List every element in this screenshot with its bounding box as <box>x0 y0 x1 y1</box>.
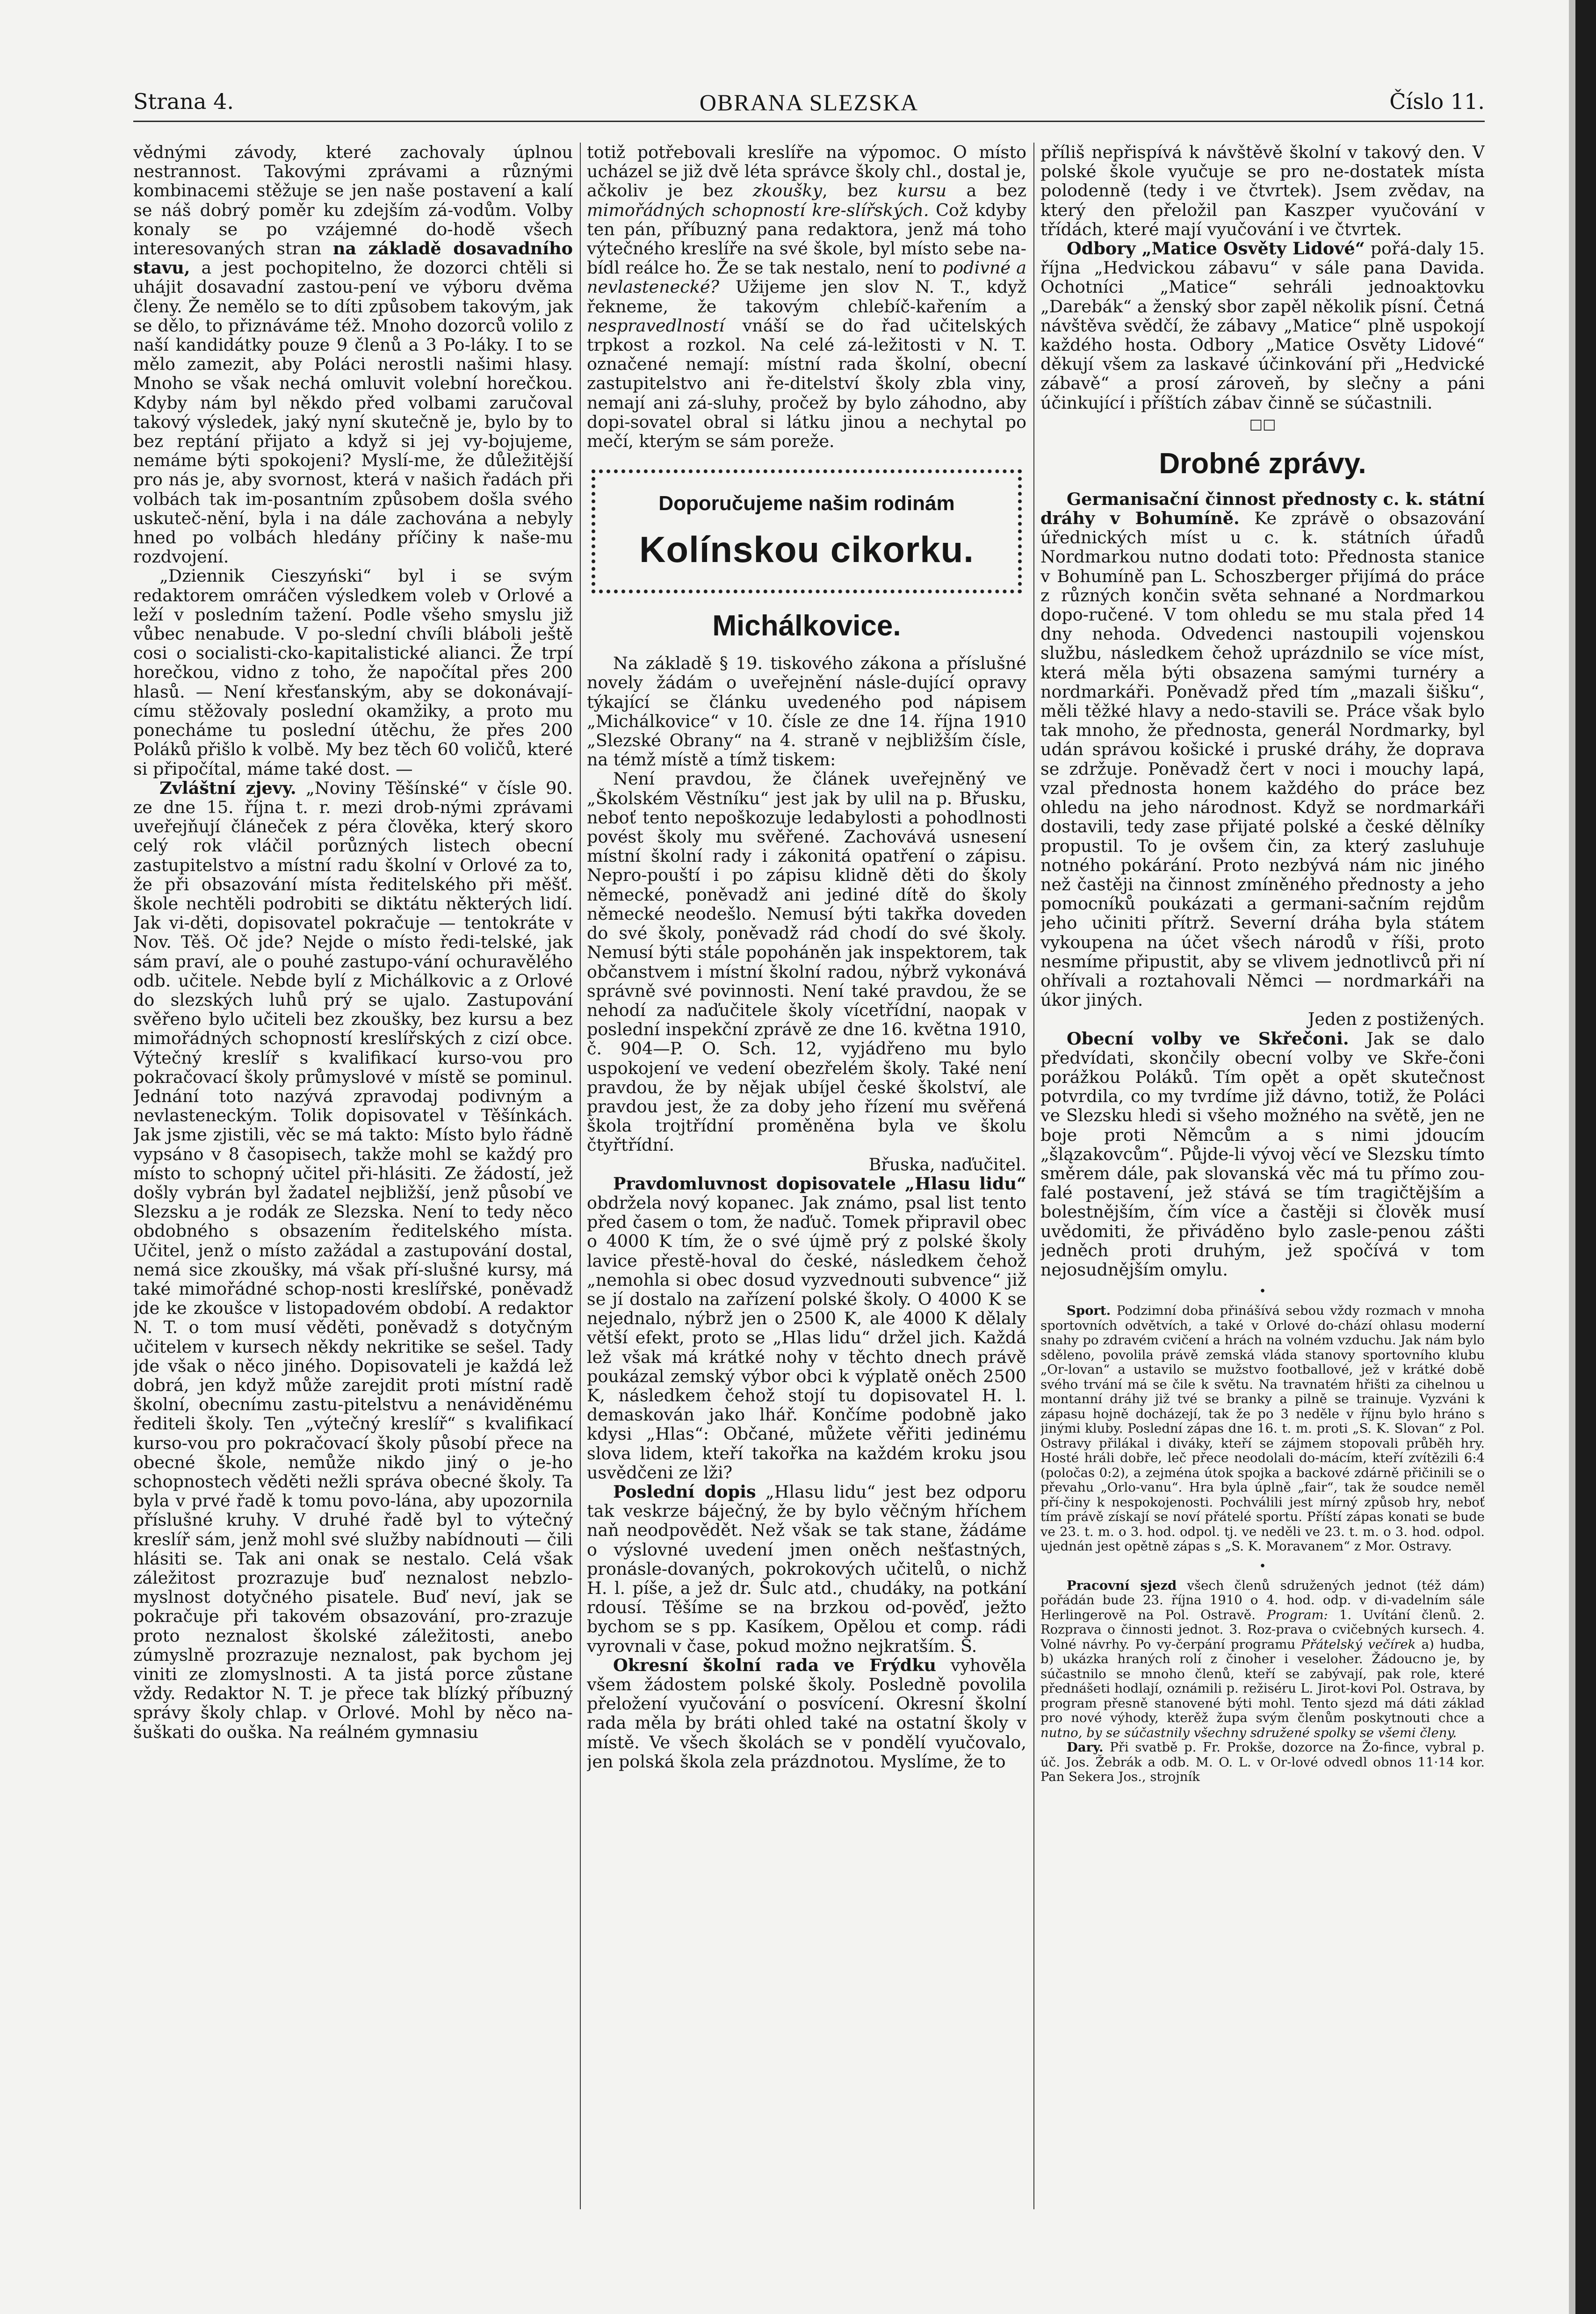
article-germanisace: Germanisační činnost přednosty c. k. státní dráhy v Bohumíně. Ke zprávě o obsazování úřednických míst u c. k. státních úřadů Nordmarkou nutno dodati toto: Přednosta stanice v Bohumíně pan L. Schoszberger přijímá do práce z různých končin světa sehnané a Nordmarkou dopo-ručené. V tom ohledu se mu stala před 14 dny nehoda. Odvedenci nastoupili vojenskou službu, následkem čehož uprázdnilo se více míst, která měla býti obsazena samými turnéry a nordmarkáři. Poněvadž před tím „mazali šišku“, měli těžké hlavy a nedo-stavili se. Práce však bylo tak mnoho, že přednosta, generál Nordmarky, byl udán správou košické i pruské dráhy, že doprava se zdržuje. Poněvadž čert v noci i mouchy lapá, vzal přednosta honem každého do práce bez ohledu na jeho národnost. Když se nordmarkáři dostavili, tedy zase přijaté polské a české dělníky propustil. To je ovšem čin, za který zasluhuje notného pokárání. Proto nezbývá nám nic jiného než častěji na činnost zmíněného přednosty a jeho pomocníků poukázati a germani-sačním rejdům jeho učiniti přítrž. Severní dráha byla státem vykoupena na účet všech národů v říši, proto nesmíme připustit, aby se vlivem jednotlivců při ní ohřívali a roztahovali Němci — nordmarkáři na úkor jiných. <box>1040 489 1485 1010</box>
scan-border-dark <box>1575 0 1596 2314</box>
article-odbory-matice: Odbory „Matice Osvěty Lidové“ pořá-daly 15. října „Hedvickou zábavu“ v sále pana Davida. Ochotníci „Matice“ sehráli jednoaktovku „Darebák“ a ženský sbor zapěl několik písní. Četná návštěva svědčí, že zábavy „Matice“ plně uspokojí každého hosta. Odbory „Matice Osvěty Lidové“ děkují všem za laskavé účinkování při „Hedvické zábavě“ a prosí zároveň, by slečny a páni účinkující i příštích zábav činně se súčastnili. <box>1040 238 1485 413</box>
separator: • <box>1259 1559 1266 1573</box>
article-sport: Sport. Podzimní doba přinášívá sebou vždy rozmach v mnoha sportovních odvětvích, a také v Orlové do-chází ohlasu moderní snahy po zdravém cvičení a hrách na volném vzduchu. Jak nám bylo sděleno, povolila právě zemská vláda stanovy sportovního klubu „Or-lovan“ a ustavilo se mužstvo footballové, jež v krátké době svého trvání má se čile k světu. Na travnatém hřišti za cihelnou u montanní dráhy již tvé se branky a pilně se trainuje. Vyzváni k zápasu hojně docházejí, tak že po 3 neděle v říjnu bylo hráno s jinými kluby. Poslední zápas dne 16. t. m. proti „S. K. Slovan“ z Pol. Ostravy přilákal i diváky, kteří se zájmem stopovali průběh hry. Hosté hráli dobře, leč přece neodolali do-mácím, kteří zvítězili 6:4 (poločas 0:2), a zejména útok spojka a backové zdárně přičinili se o převahu „Orlo-vanu“. Hra byla úplně „fair“, tak že soudce neměl pří-činy k nespokojenosti. Pochválili jest mírný způsob hry, neboť tím právě získají se noví přátelé sportu. Příští zápas konati se bude ve 23. t. m. o 3. hod. odpol. tj. ve neděli ve 23. t. m. o 3. hod. odpol. ujednán jest opětně zápas s „S. K. Moravanem“ z Mor. Ostravy. <box>1040 1303 1485 1554</box>
article-pracovni-sjezd: Pracovní sjezd všech členů sdružených jednot (též dám) pořádán bude 23. října 1910 o 4. hod. odp. v di-vadelním sále Herlingerově na Pol. Ostravě. Program: 1. Uvítání členů. 2. Rozprava o činnosti jednot. 3. Roz-prava o cvičebných kursech. 4. Volné návrhy. Po vy-čerpání programu Přátelský večírek a) hudba, b) ukázka hraných rolí z činoher i veseloher. Žádoucno je, by súčastnilo se mnoho členů, kteří se zabývají, pak role, které přednášeti hodlají, oznámili p. režiséru L. Jirot-kovi Pol. Ostrava, by program přesně stanovené býti mohl. Tento sjezd má dáti základ pro nové výhody, kterěž župa svým členům poskytnouti chce a nutno, by se súčastnily všechny sdružené spolky se všemi členy. <box>1040 1578 1485 1740</box>
article-obecni-volby: Obecní volby ve Skřečoni. Jak se dalo předvídati, skončily obecní volby ve Skře-čoni porážkou Poláků. Tím opět a opět skutečnost potvrdila, co my tvrdíme již dávno, totiž, že Poláci ve Slezsku hledi si všeho možného na světě, jen ne boje proti Němcům a s nimi jdoucím „šlązakovcům“. Půjde-li vývoj věcí ve Slezsku tímto směrem dále, pak slovanská věc má tu přímo zou-falé postavení, jež stává se tím tragičtějším a bolestnějším, čím více a častěji si člověk musí uvědomiti, že přiváděno bylo zasle-penou zášti jedněch proti druhým, jež spočívá v tom nejosudnějším omylu. <box>1040 1028 1485 1280</box>
article-pravdomluvnost: Pravdomluvnost dopisovatele „Hlasu lidu“ obdržela nový kopanec. Jak známo, psal list tento před časem o tom, že naďuč. Tomek připravil obec o 4000 K tím, že o své újmě prý z polské školy lavice přestě-hoval do české, následkem čehož „nemohla si obec dosud vyzvednouti subvence“ již se jí dostalo na zařízení polské školy. O 4000 K se nejednalo, nýbrž jen o 2500 K, ale 4000 K dělaly větší efekt, proto se „Hlas lidu“ držel jich. Každá lež však má krátké nohy v těchto dnech právě poukázal zemský výbor obci k výplatě oněch 2500 K, následkem čehož stojí tu dopisovatel H. l. demaskován jako lhář. Končíme podobně jako kdysi „Hlas“: Občané, můžete věřiti jedinému slova lidem, kteří takořka na každém kroku jsou usvědčeni ze lži? <box>587 1173 1026 1483</box>
ad-line-1: Doporučujeme našim rodinám <box>658 492 955 515</box>
column-2 <box>587 143 1026 2209</box>
column-rule-2 <box>1033 143 1034 2209</box>
article-paragraph: totiž potřebovali kreslíře na výpomoc. O místo ucházel se již dvě léta správce školy chl., dostal je, ačkoliv je bez zkoušky, bez kursu a bez mimořádných schopností kre-slířských. Což kdyby ten pán, příbuzný pana redaktora, jenž má toho výtečného kreslíře na své škole, byl místo sebe na-bídl reálce ho. Že se tak nestalo, není to podivné a nevlastenecké? Užijeme jen slov N. T., když řekneme, že takovým chlebíč-kařením a nespravedlností vnáší se do řad učitelských trpkost a rozkol. Na celé zá-ležitosti v N. T. označené nemají: místní rada školní, obecní zastupitelstvo ani ře-ditelství školy zbla viny, nemají ani zá-sluhy, pročež by bylo záhodno, aby dopi-sovatel obral si látku jinou a nechytal po mečí, kterým se sám poreže. <box>587 143 1026 452</box>
newspaper-title: OBRANA SLEZSKA <box>699 89 919 115</box>
scan-border-light <box>1569 0 1575 2314</box>
separator: • <box>1259 1284 1266 1299</box>
article-paragraph: příliš nepřispívá k návštěvě školní v takový den. V polské škole vyučuje se pro ne-dostatek místa polodenně (tedy i ve čtvrtek). Jsem zvědav, na který den přeložil pan Kaszper vyučování v třídách, které mají vyučování i ve čtvrtek. <box>1040 143 1485 239</box>
column-1 <box>133 143 573 2209</box>
article-zvlastni-zjevy: Zvláštní zjevy. „Noviny Těšínské“ v čísle 90. ze dne 15. října t. r. mezi drob-nými zprávami uveřejňují článeček z péra člověka, který skoro celý rok vláčil porůzných listech obecní zastupitelstvo a místní radu školní v Orlové za to, že při obsazování místa ředitelského při měšť. škole nechtěli podrobiti se diktátu některých lidí. Jak vi-děti, dopisovatel pokračuje — tentokráte v Nov. Těš. Oč jde? Nejde o místo ředi-telské, jak sám praví, ale o pouhé zastupo-vání ochuravělého odb. učitele. Nebde bylí z Michálkovic a z Orlové do slezských luhů prý se ujalo. Zastupování svěřeno bylo učiteli bez zkoušky, bez kursu a bez mimořádných schopností kreslířských z cizí obce. Výtečný kreslíř s kvalifikací kurso-vou pro pokračovací školy průmyslové v místě se pominul. Jednání toto nazývá zpravodaj podivným a nevlasteneckým. Tolik dopisovatel v Těšínkách. Jak jsme zjistili, věc se má takto: Místo bylo řádně vypsáno v 8 časopisech, takže mohl se každý pro místo to schopný učitel při-hlásiti. Ze žádostí, jež došly vybrán byl žadatel nejbližší, jenž působí ve Slezsku a je rodák ze Slezska. Není to tedy něco obdobného s obsazením ředitelského místa. Učitel, jenž o místo zažádal a zastupování dostal, nemá sice zkoušky, má však pří-slušné kursy, má také mimořádné schop-nosti kreslířské, poněvadž jde ke zkoušce v listopadovém období. A redaktor N. T. o tom musí věděti, poněvadž s dotyčným učitelem v kursech někdy nekritike se sešel. Tady jde však o něco jiného. Dopisovateli je každá lež dobrá, jen když může zarejdit proti místní radě školní, obecnímu zastu-pitelstvu a nenáviděnému řediteli školy. Ten „výtečný kreslíř“ s kvalifikací kurso-vou pro pokračovací školy působí přece na obecné škole, nemůže nikdo jiný o je-ho schopnostech věděti nežli správa obecné školy. Ta byla v prvé řadě k tomu povo-lána, aby upozornila příslušné kruhy. V druhé řadě byl to výtečný kreslíř sám, jenž mohl své služby nabídnouti — čili hlásiti se. Tak ani onak se nestalo. Celá však záležitost prozrazuje buď neznalost nebzlo-myslnost dotyčného pisatele. Buď neví, jak se pokračuje při takovém obsazování, pro-zrazuje proto neznalost školské záležitosti, anebo zúmyslně prozrazuje neznalost, pak bychom jej viniti ze zlomyslnosti. A ta jistá porce zůstane vždy. Redaktor N. T. je přece tak blízký příbuzný správy školy chlap. v Orlové. Mohl by něco na-šuškati do ouška. Na reálném gymnasiu <box>133 778 573 1742</box>
signature: Břuska, naďučitel. <box>868 1154 1026 1175</box>
issue-number: Číslo 11. <box>1389 89 1485 114</box>
header-rule <box>133 121 1485 122</box>
article-paragraph: vědnými závody, které zachovaly úplnou nestrannost. Takovými zprávami a různými kombinacemi stěžuje se jen naše postavení a kalí se náš dobrý poměr ku zdejším zá-vodům. Volby konaly se po vzájemné do-hodě všech interesovaných stran na základě dosavadního stavu, a jest pochopitelno, že dozorci chtěli si uhájit dosavadní zastou-pení ve výboru dvěma členy. Že nemělo se to díti způsobem takovým, jak se dělo, to přiznáváme též. Mnoho dozorců volilo z naší kandidátky pouze 9 členů a 3 Po-láky. I to se mělo zamezit, aby Poláci nerostli našimi hlasy. Mnoho se však nechá omluvit volební horečkou. Kdyby nám byl někdo před volbami zaručoval takový výsledek, jaký nyní skutečně je, bylo by to bez reptání přijato a když si jej vy-bojujeme, nemáme býti spokojeni? Myslí-me, že důležitější pro nás je, aby svornost, která v našich řadách při volbách tak im-posantním způsobem došla svého uskuteč-nění, byla i na dále zachována a nebyly hned po volbách hledány příčiny k naše-mu rozdvojení. <box>133 143 573 567</box>
signature: Jeden z postižených. <box>1307 1009 1485 1030</box>
column-rule-1 <box>580 143 581 2209</box>
page-header <box>133 89 1485 122</box>
section-title-michalkovice: Michálkovice. <box>712 610 901 642</box>
separator: □□ <box>1249 416 1276 433</box>
ad-line-2: Kolínskou cikorku. <box>639 529 974 570</box>
article-okresni-rada: Okresní školní rada ve Frýdku vyhověla všem žádostem polské školy. Posledně povolila přeložení vyučování o posvícení. Okresní školní rada měla by bráti ohled také na ostatní školy v místě. Ve všech školách se v pondělí vyučovalo, jen polská škola zela prázdnotou. Myslíme, že to <box>587 1655 1026 1772</box>
article-paragraph: Není pravdou, že článek uveřejněný ve „Školském Věstníku“ jest jak by ulil na p. Břusku, neboť tento nepoškozuje ledabylosti a pohodlnosti povést školy mu svěřené. Zachovává usnesení místní školní rady i zákonitá opatření o zápisu. Nepro-pouští i po zápisu klidně děti do školy německé, poněvadž ani jediné dítě do školy německé neodešlo. Nemusí býti takřka doveden do své školy, poněvadž rád chodí do své školy. Nemusí býti stále popoháněn jak inspektorem, tak občanstvem i místní školní radou, nýbrž vykonává správně své povinnosti. Není také pravdou, že se nehodí za naďučitele školy vícetřídní, naopak v poslední inspekční zprávě ze dne 16. května 1910, č. 904—P. O. Sch. 12, vyjádřeno mu bylo uspokojení ve vedení obezřelém školy. Také není pravdou, že by nějak ubíjel české školství, ale pravdou jest, že za doby jeho řízení mu svěřená škola trojtřídní proměněna byla ve školu čtyřtřídní. <box>587 769 1026 1155</box>
column-3 <box>1040 143 1485 2209</box>
advertisement-box <box>592 469 1022 593</box>
article-posledni-dopis: Poslední dopis „Hlasu lidu“ jest bez odporu tak veskrze báječný, že by bylo věčným hříchem naň neodpovědět. Než však se tak stane, žádáme o výslovné uvedení jmen oněch nešťastných, pronásle-dovaných, pokrokových učitelů, o nichž H. l. píše, a jež dr. Šulc atd., chudáky, na potkání rdousí. Těšíme se na brzkou od-pověď, ježto bychom se s pp. Kasíkem, Opělou et comp. rádi vyrovnali v čase, pokud možno nejkratším. Š. <box>587 1481 1026 1656</box>
article-dary: Dary. Při svatbě p. Fr. Prokše, dozorce na Žo-fince, vybral p. úč. Jos. Žebrák a odb. M. O. L. v Or-lové odvedl obnos 11·14 kor. Pan Sekera Jos., strojník <box>1040 1740 1485 1785</box>
page-number: Strana 4. <box>133 89 234 114</box>
section-title-drobne-zpravy: Drobné zprávy. <box>1159 447 1366 480</box>
article-paragraph: Na základě § 19. tiskového zákona a příslušné novely žádám o uveřejnění násle-dující opravy týkající se článku uvedeného pod nápisem „Michálkovice“ v 10. čísle ze dne 14. října 1910 „Slezské Obrany“ na 4. straně v nejbližším čísle, na témž místě a tímž tiskem: <box>587 653 1026 770</box>
article-paragraph: „Dziennik Cieszyński“ byl i se svým redaktorem omráčen výsledkem voleb v Orlové a leží v posledním tažení. Podle všeho smyslu již vůbec nenabude. V po-slední chvíli bláboli ještě cosi o socialisti-cko-kapitalistické alianci. Že trpí horečkou, vidno z toho, že napočítal přes 200 hlasů. — Není křesťanským, aby se dokonávají-címu stěžovaly poslední okamžiky, a proto mu ponecháme tu poslední útěchu, že přes 200 Poláků přišlo k volbě. My bez těch 60 voličů, které si připočítal, máme také dost. — <box>133 566 573 779</box>
